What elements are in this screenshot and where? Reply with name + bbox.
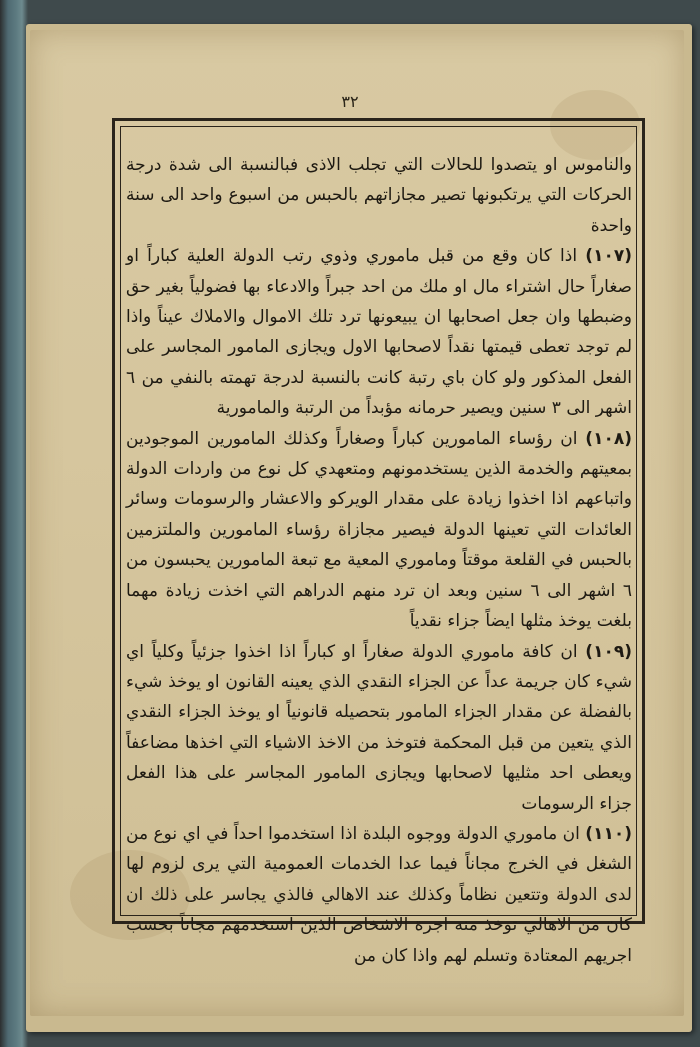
article-107 [126,241,632,423]
paragraph-text: ان كافة ماموري الدولة صغاراً او كباراً اذا اخذوا جزئياً وكلياً اي شيء كان جريمة عداً عن الجزاء النقدي الذي يعينه القانون او يوخذ شيء بالفضلة عن مقدار الجزاء المامور بتحصيله قانونياً او يوخذ الجزاء النقدي الذي يتعين من قبل المحكمة فتوخذ من الاخذ الاشياء التي اخذها مضاعفاً ويعطى احد مثليها لاصحابها ويجازى المامور المجاسر على هذا الفعل جزاء الرسومات [126,641,632,814]
paragraph-text: اذا كان وقع من قبل ماموري وذوي رتب الدولة العلية كباراً او صغاراً حال اشتراء مال او ملك من احد جبراً والادعاء بها فضولياً بغير حق وضبطها وان جعل اصحابها ان يبيعونها ترد تلك الاموال والاملاك عيناً واذا لم توجد تعطى قيمتها نقداً لاصحابها الاول ويجازى المامور المجاسر على الفعل المذكور ولو كان باي رتبة كانت بالنسبة لدرجة تهمته بالنفي من ٦ اشهر الى ٣ سنين ويصير حرمانه مؤبداً من الرتبة والمامورية [126,246,632,419]
article-108 [126,424,632,637]
paragraph-text: ان رؤساء المامورين كباراً وصغاراً وكذلك المامورين الموجودين بمعيتهم والخدمة الذين يستخدمونهم ومتعهدي كل نوع من واردات الدولة واتباعهم اذا اخذوا زيادة على مقدار الويركو والاعشار والرسومات وسائر العائدات التي تعينها الدولة فيصير مجازاة رؤساء المامورين والملتزمين بالحبس في القلعة موقتاً وماموري المعية مع تبعة المامورين يحبسون من ٦ اشهر الى ٦ سنين وبعد ان ترد منهم الدراهم التي اخذت زيادة مهما بلغت يوخذ مثلها ايضاً جزاء نقدياً [126,428,633,632]
article-number: (١٠٩) [585,641,632,662]
article-number: (١٠٧) [585,246,632,267]
page-number: ٣٢ [341,92,359,111]
article-110 [126,819,632,971]
article-109 [126,637,632,819]
article-number: (١١٠) [585,823,632,844]
paragraph-text: والناموس او يتصدوا للحالات التي تجلب الاذى فبالنسبة الى شدة درجة الحركات التي يرتكبونها تصير مجازاتهم بالحبس من اسبوع واحد الى سنة واحدة [126,155,632,236]
article-number: (١٠٨) [585,428,632,449]
body-text [126,150,633,966]
paragraph-continuation [126,150,632,241]
paragraph-text: ان ماموري الدولة ووجوه البلدة اذا استخدموا احداً في اي نوع من الشغل في الخرج مجاناً فيما عدا الخدمات العمومية التي يرى لزوم لها لدى الدولة وتتعين نظاماً وكذلك عند الاهالي فالذي يجاسر على ذلك ان كان من الاهالي توخذ منه اجرة الاشخاص الذين استخدمهم مجاناً بحسب اجريهم المعتادة وتسلم لهم واذا كان من [126,823,632,966]
